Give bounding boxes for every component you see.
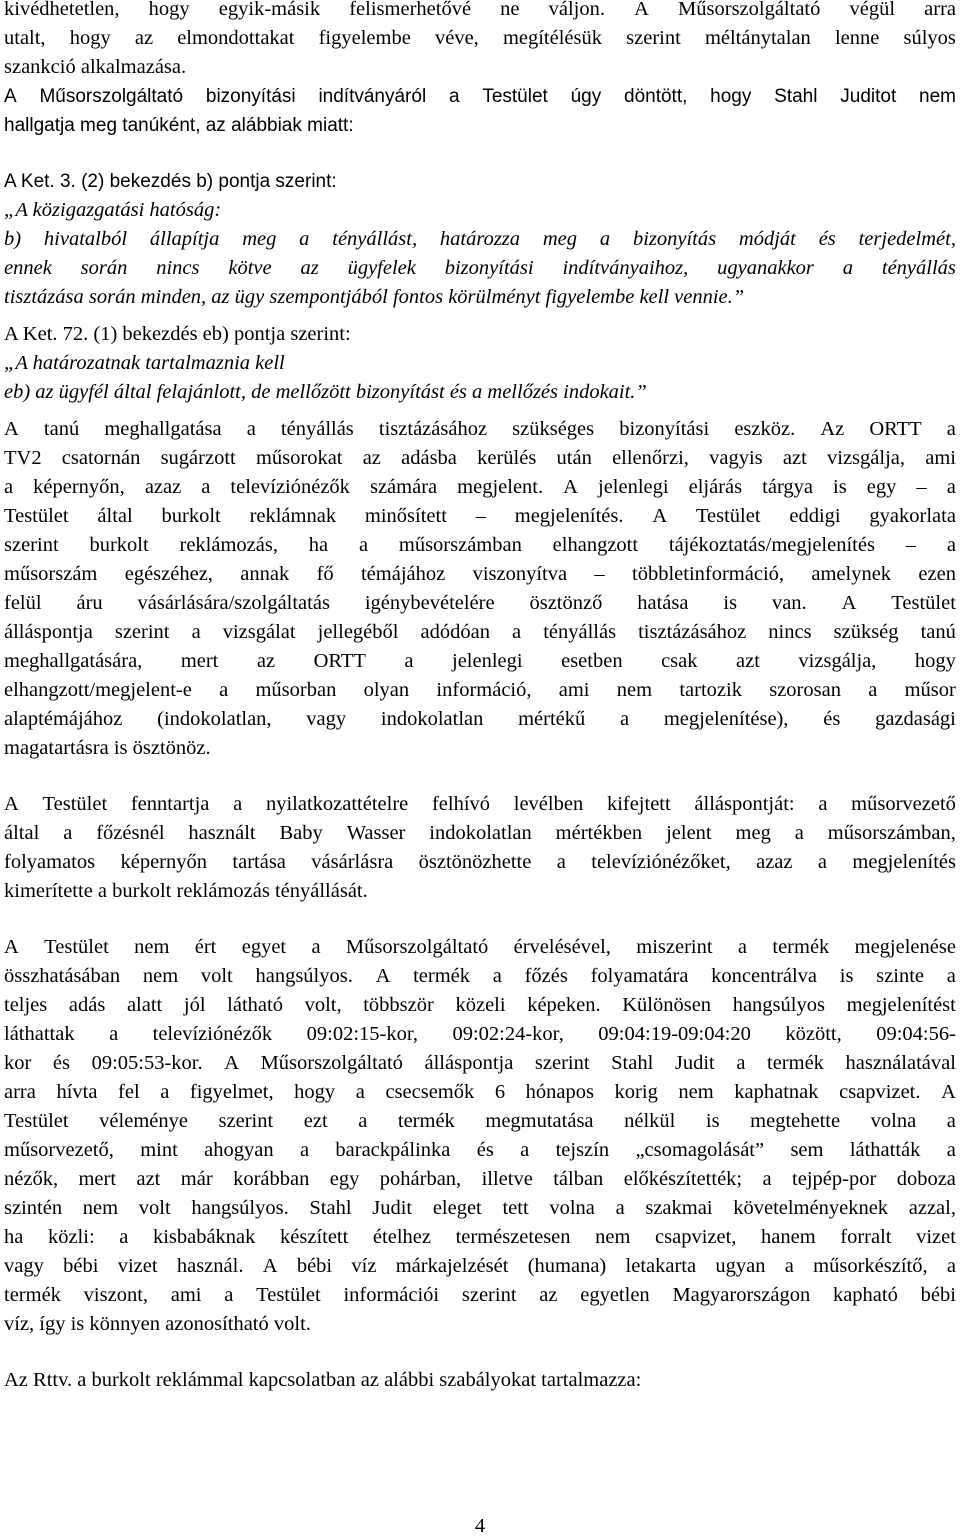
legal-quote-ket-3 [4, 167, 956, 312]
spacer [4, 140, 956, 167]
paragraph-3 [4, 415, 956, 763]
quote-line: tisztázása során minden, az ügy szempontjából fontos körülményt figyelembe kell vennie.” [4, 286, 745, 308]
paragraph-1 [4, 0, 956, 82]
spacer [4, 407, 956, 415]
quote-reference: A Ket. 72. (1) bekezdés eb) pontja szerint: [4, 323, 351, 345]
text-line: magatartásra is ösztönöz. [4, 737, 211, 759]
text-line: összhatásában nem volt hangsúlyos. A termék a főzés folyamatára koncentrálva is szinte a [4, 965, 956, 987]
text-line: szankció alkalmazása. [4, 56, 187, 78]
text-line: a képernyőn, azaz a televíziónézők számára megjelent. A jelenlegi eljárás tárgya is egy – a [4, 476, 956, 498]
spacer [4, 1339, 956, 1366]
spacer [4, 906, 956, 933]
quote-line: „A határozatnak tartalmaznia kell [4, 352, 285, 374]
text-line: elhangzott/megjelent-e a műsorban olyan információ, ami nem tartozik szorosan a műsor [4, 679, 956, 701]
text-line: által a főzésnél használt Baby Wasser indokolatlan mértékben jelent meg a műsorszámban, [4, 822, 956, 844]
text-line: műsorvezető, mint ahogyan a barackpálinka és a tejszín „csomagolását” sem láthatták a [4, 1139, 956, 1161]
text-line: alaptémájához (indokolatlan, vagy indokolatlan mértékű a megjelenítése), és gazdasági [4, 708, 956, 730]
legal-quote-ket-72 [4, 320, 956, 407]
text-line: láthattak a televíziónézők 09:02:15-kor, 09:02:24-kor, 09:04:19-09:04:20 között, 09:04:56- [4, 1023, 956, 1045]
text-line: teljes adás alatt jól látható volt, többször közeli képeken. Különösen hangsúlyos megjelenítést [4, 994, 956, 1016]
text-line: termék viszont, ami a Testület információi szerint az egyetlen Magyarországon kapható bébi [4, 1284, 956, 1306]
text-line: TV2 csatornán sugárzott műsorokat az adásba kerülés után ellenőrzi, vagyis azt vizsgálja, ami [4, 447, 956, 469]
document-page [4, 0, 956, 1395]
text-line: felül áru vásárlására/szolgáltatás igénybevételére ösztönző hatása is van. A Testület [4, 592, 956, 614]
text-line: Testület által burkolt reklámnak minősített – megjelenítés. A Testület eddigi gyakorlata [4, 505, 956, 527]
paragraph-2 [4, 82, 956, 140]
text-line: Az Rttv. a burkolt reklámmal kapcsolatban az alábbi szabályokat tartalmazza: [4, 1369, 642, 1391]
spacer [4, 763, 956, 790]
text-line: A Testület nem ért egyet a Műsorszolgáltató érvelésével, miszerint a termék megjelenése [4, 936, 956, 958]
paragraph-5 [4, 933, 956, 1339]
text-line: kivédhetetlen, hogy egyik-másik felismerhetővé ne váljon. A Műsorszolgáltató végül arra [4, 0, 956, 20]
text-line: Testület véleménye szerint ezt a termék megmutatása nélkül is megtehette volna a [4, 1110, 956, 1132]
quote-line: b) hivatalból állapítja meg a tényállást, határozza meg a bizonyítás módját és terjedelmét, [4, 228, 956, 250]
paragraph-4 [4, 790, 956, 906]
page-number: 4 [474, 1515, 486, 1537]
quote-line: ennek során nincs kötve az ügyfelek bizonyítási indítványaihoz, ugyanakkor a tényállás [4, 257, 956, 279]
text-line: szerint burkolt reklámozás, ha a műsorszámban elhangzott tájékoztatás/megjelenítés – a [4, 534, 956, 556]
text-line: A tanú meghallgatása a tényállás tisztázásához szükséges bizonyítási eszköz. Az ORTT a [4, 418, 956, 440]
spacer [4, 312, 956, 320]
text-line: víz, így is könnyen azonosítható volt. [4, 1313, 311, 1335]
text-line: utalt, hogy az elmondottakat figyelembe véve, megítélésük szerint méltánytalan lenne súlyos [4, 27, 956, 49]
text-line: A Műsorszolgáltató bizonyítási indítványáról a Testület úgy döntött, hogy Stahl Juditot nem [4, 86, 956, 107]
text-line: meghallgatására, mert az ORTT a jelenlegi esetben csak azt vizsgálja, hogy [4, 650, 956, 672]
text-line: hallgatja meg tanúként, az alábbiak miatt: [4, 115, 354, 136]
text-line: nézők, mert azt már korábban egy pohárban, illetve tálban előkészítették; a tejpép-por doboza [4, 1168, 956, 1190]
quote-reference: A Ket. 3. (2) bekezdés b) pontja szerint: [4, 171, 337, 192]
text-line: kimerítette a burkolt reklámozás tényállását. [4, 880, 368, 902]
text-line: műsorszám egészéhez, annak fő témájához viszonyítva – többletinformáció, amelynek ezen [4, 563, 956, 585]
quote-line: eb) az ügyfél által felajánlott, de mellőzött bizonyítást és a mellőzés indokait.” [4, 381, 647, 403]
quote-line: „A közigazgatási hatóság: [4, 199, 222, 221]
text-line: kor és 09:05:53-kor. A Műsorszolgáltató álláspontja szerint Stahl Judit a termék használatával [4, 1052, 956, 1074]
text-line: vagy bébi vizet használ. A bébi víz márkajelzését (humana) letakarta ugyan a műsorkészítő, a [4, 1255, 956, 1277]
text-line: ha közli: a kisbabáknak készített ételhez természetesen nem csapvizet, hanem forralt vizet [4, 1226, 956, 1248]
paragraph-6 [4, 1366, 956, 1395]
text-line: folyamatos képernyőn tartása vásárlásra ösztönözhette a televíziónézőket, azaz a megjelenítés [4, 851, 956, 873]
text-line: álláspontja szerint a vizsgálat jellegéből adódóan a tényállás tisztázásához nincs szükség tanú [4, 621, 956, 643]
text-line: szintén nem volt hangsúlyos. Stahl Judit eleget tett volna a szakmai követelményeknek azzal, [4, 1197, 956, 1219]
text-line: A Testület fenntartja a nyilatkozattételre felhívó levélben kifejtett álláspontját: a műsorvezető [4, 793, 956, 815]
text-line: arra hívta fel a figyelmet, hogy a csecsemők 6 hónapos korig nem kaphatnak csapvizet. A [4, 1081, 956, 1103]
